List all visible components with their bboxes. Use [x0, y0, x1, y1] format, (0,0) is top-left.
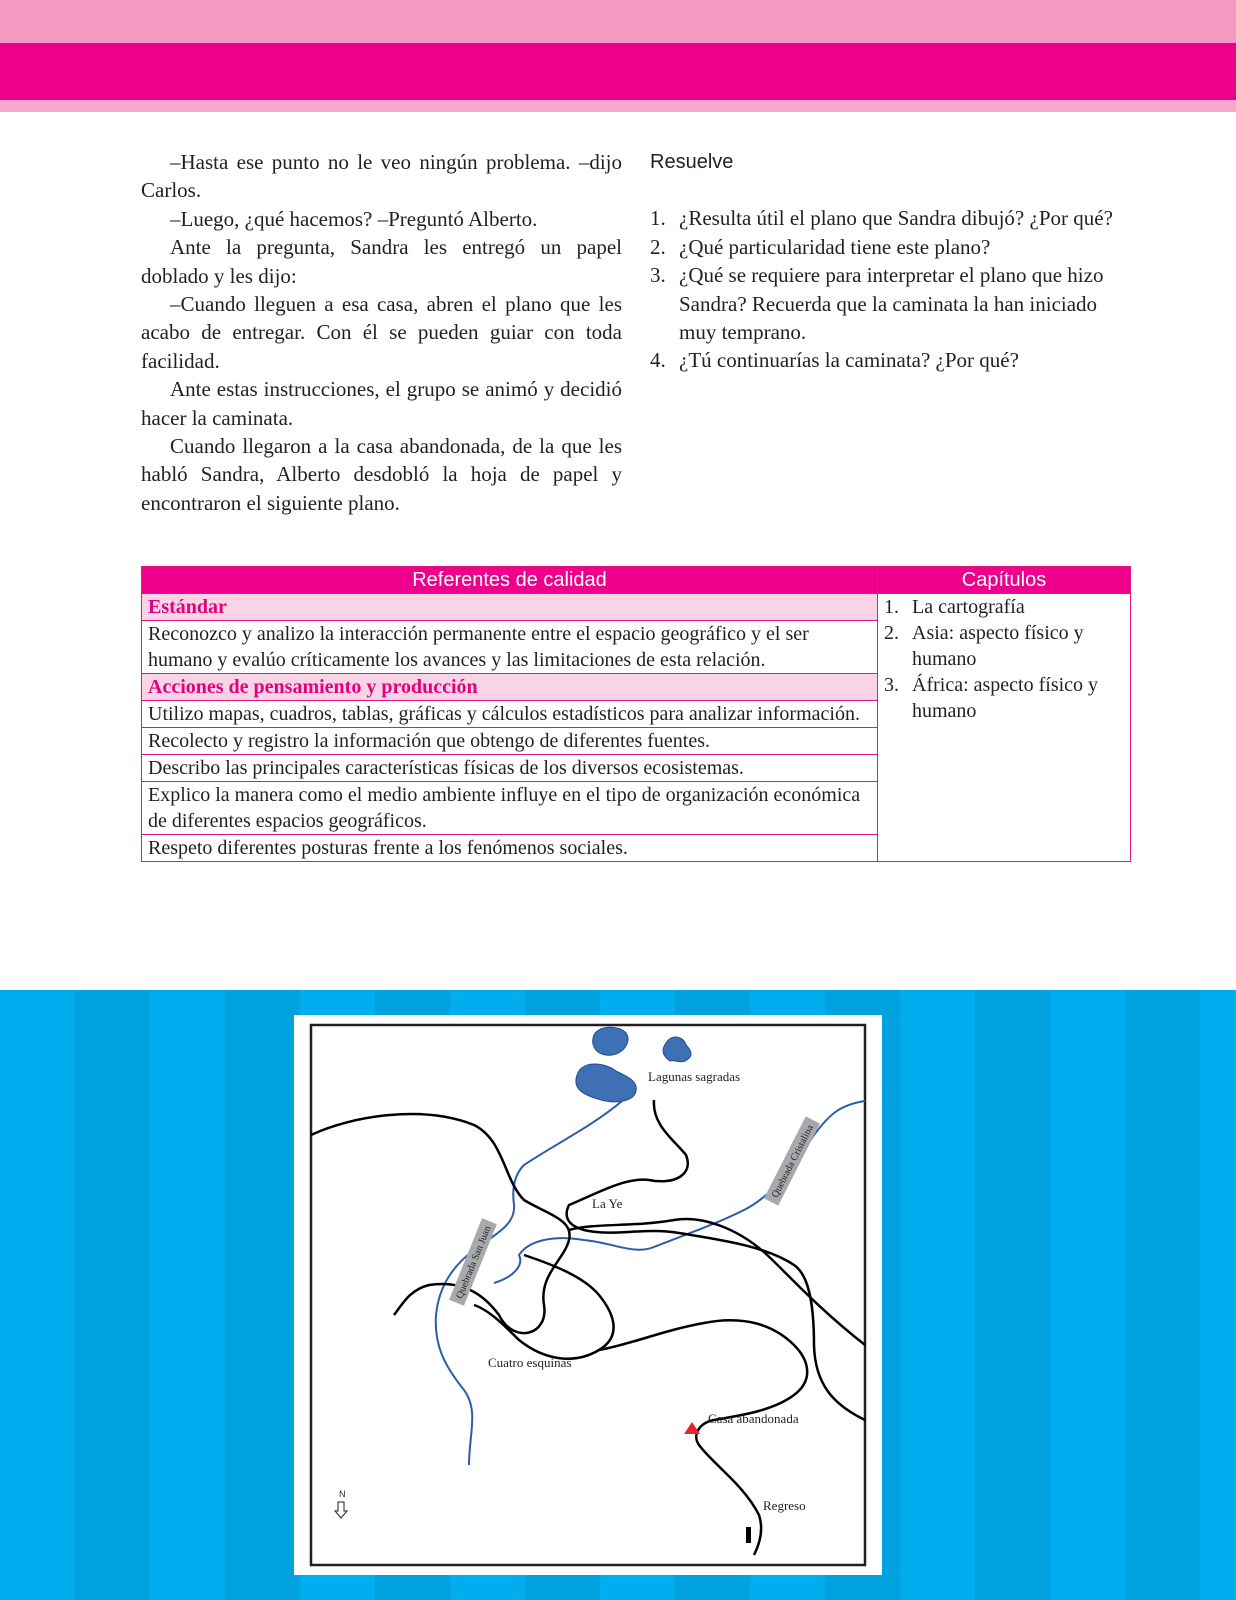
action-row: Respeto diferentes posturas frente a los fenómenos sociales.	[142, 835, 878, 862]
question-number: 4.	[650, 348, 666, 373]
header-band-light	[0, 0, 1236, 43]
map-frame	[294, 1015, 882, 1575]
story-paragraph: –Cuando lleguen a esa casa, abren el plano que les acabo de entregar. Con él se pueden guiar con toda facilidad.	[141, 292, 622, 373]
action-row: Recolecto y registro la información que obtengo de diferentes fuentes.	[142, 728, 878, 755]
lagoon-icon	[576, 1064, 636, 1102]
lagoon-icon	[663, 1037, 691, 1062]
road	[599, 1320, 807, 1555]
chapter-number: 2.	[884, 622, 899, 644]
chapter-number: 1.	[884, 596, 899, 618]
casa-abandonada-label: Casa abandonada	[708, 1411, 799, 1426]
chapter-item	[884, 594, 1124, 620]
question-number: 3.	[650, 263, 666, 288]
story-paragraph: Ante la pregunta, Sandra les entregó un papel doblado y les dijo:	[141, 235, 622, 288]
action-row: Utilizo mapas, cuadros, tablas, gráficas y cálculos estadísticos para analizar información.	[142, 701, 878, 728]
standard-text: Reconozco y analizo la interacción permanente entre el espacio geográfico y el ser humano y evalúo críticamente los avances y las limitaciones de esta relación.	[142, 621, 878, 674]
trail-map	[294, 1015, 882, 1575]
question-list	[650, 204, 1130, 374]
table-header-capitulos: Capítulos	[878, 567, 1131, 594]
lagunas-sagradas-label: Lagunas sagradas	[648, 1069, 741, 1084]
story-paragraph: Ante estas instrucciones, el grupo se animó y decidió hacer la caminata.	[141, 377, 622, 430]
chapter-list	[884, 594, 1124, 724]
question-text: ¿Resulta útil el plano que Sandra dibujó? ¿Por qué?	[679, 206, 1113, 231]
quebrada-san-juan-label: Quebrada San Juan	[454, 1224, 494, 1301]
actions-label: Acciones de pensamiento y producción	[142, 674, 878, 701]
header-band-stripe	[0, 100, 1236, 112]
story-column	[141, 148, 622, 517]
lagoon-icon	[593, 1027, 628, 1055]
action-row: Explico la manera como el medio ambiente influye en el tipo de organización económica de diferentes espacios geográficos.	[142, 782, 878, 835]
quality-references-table	[141, 566, 1131, 862]
resuelve-title: Resuelve	[650, 151, 734, 173]
story-paragraph: –Hasta ese punto no le veo ningún problema. –dijo Carlos.	[141, 150, 622, 203]
chapter-item	[884, 672, 1124, 724]
question-text: ¿Qué se requiere para interpretar el plano que hizo Sandra? Recuerda que la caminata la han iniciado muy temprano.	[679, 263, 1104, 345]
question-number: 1.	[650, 206, 666, 231]
chapter-title: África: aspecto físico y humano	[912, 674, 1099, 722]
road	[567, 1100, 865, 1420]
question-item	[650, 261, 1130, 346]
story-paragraph: –Luego, ¿qué hacemos? –Preguntó Alberto.	[170, 206, 538, 231]
action-row: Describo las principales características físicas de los diversos ecosistemas.	[142, 755, 878, 782]
question-text: ¿Tú continuarías la caminata? ¿Por qué?	[679, 348, 1019, 373]
map-border	[311, 1025, 865, 1565]
question-text: ¿Qué particularidad tiene este plano?	[679, 234, 991, 259]
quebrada-cristalina-label: Quebrada Cristalina	[769, 1123, 817, 1200]
standard-label: Estándar	[142, 594, 878, 621]
resuelve-section	[650, 148, 1130, 375]
header-band	[0, 43, 1236, 100]
chapters-cell	[878, 594, 1131, 862]
north-arrow-icon	[335, 1489, 347, 1518]
road	[311, 1114, 570, 1333]
house-marker-icon	[684, 1422, 700, 1434]
chapter-item	[884, 620, 1124, 672]
la-ye-label: La Ye	[592, 1196, 623, 1211]
question-item	[650, 233, 1130, 261]
table-header-referentes: Referentes de calidad	[142, 567, 878, 594]
question-number: 2.	[650, 234, 666, 259]
question-item	[650, 204, 1130, 232]
chapter-title: Asia: aspecto físico y humano	[912, 622, 1084, 670]
regreso-marker-icon	[746, 1527, 751, 1543]
question-item	[650, 346, 1130, 374]
story-paragraph: Cuando llegaron a la casa abandonada, de la que les habló Sandra, Alberto desdobló la hoja de papel y encontraron el siguiente plano.	[141, 434, 622, 515]
chapter-number: 3.	[884, 674, 899, 696]
quebrada-cristalina-tag	[764, 1116, 820, 1205]
north-label: N	[339, 1489, 346, 1499]
regreso-label: Regreso	[763, 1498, 806, 1513]
cuatro-esquinas-label: Cuatro esquinas	[488, 1355, 572, 1370]
chapter-title: La cartografía	[912, 596, 1025, 618]
